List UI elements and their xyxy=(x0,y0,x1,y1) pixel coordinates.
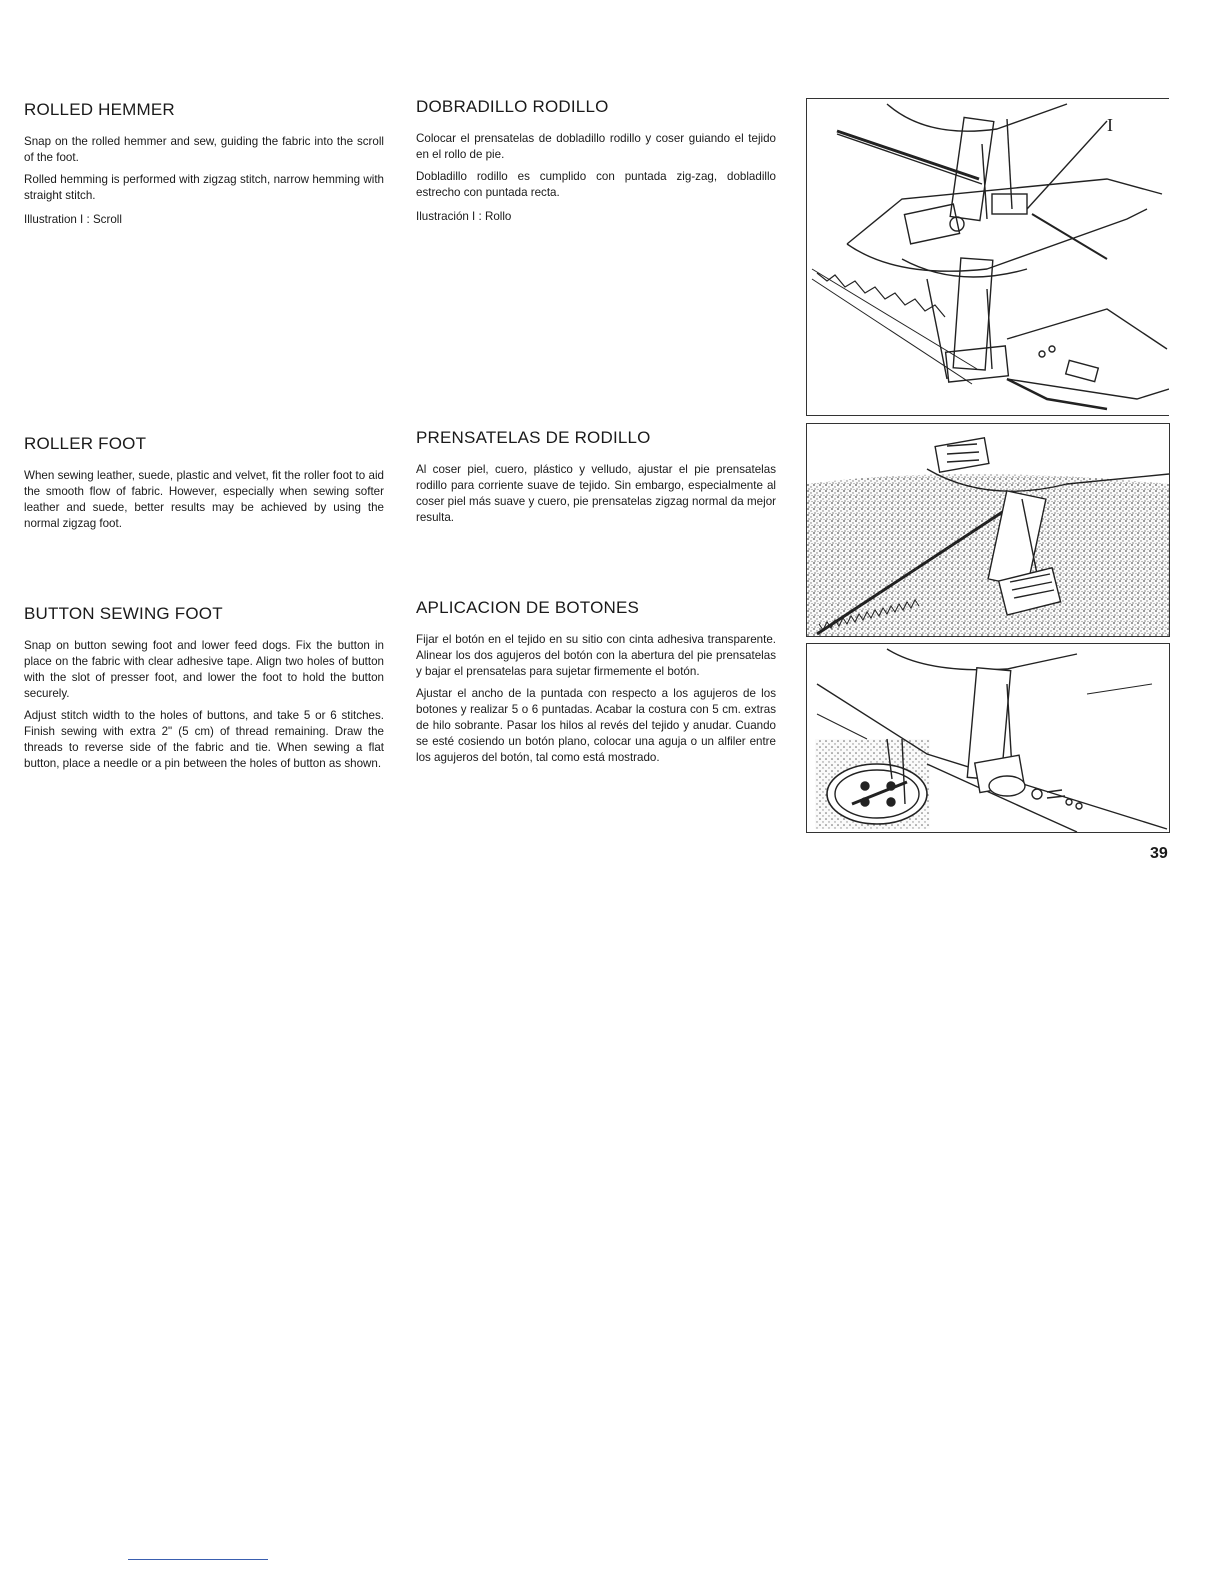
footer-rule xyxy=(128,1559,268,1560)
paragraph: Fijar el botón en el tejido en su sitio con cinta adhesiva transparente. Alinear los dos agujeros del botón con la abertura del pie prensatelas y bajar el prensatelas para sujetar firmemente el botón. xyxy=(416,633,776,678)
button-foot-en xyxy=(24,604,384,778)
paragraph: Colocar el prensatelas de dobladillo rodillo y coser guiando el tejido en el rollo de pie. xyxy=(416,132,776,161)
section-title: APLICACION DE BOTONES xyxy=(416,598,640,617)
section-title: ROLLED HEMMER xyxy=(24,100,175,119)
section-title: PRENSATELAS DE RODILLO xyxy=(416,428,651,447)
section-title: DOBRADILLO RODILLO xyxy=(416,97,609,116)
rolled-hemmer-en xyxy=(24,100,384,234)
roller-foot-illustration xyxy=(806,423,1170,637)
section-title: BUTTON SEWING FOOT xyxy=(24,604,223,623)
paragraph: Dobladillo rodillo es cumplido con puntada zig-zag, dobladillo estrecho con puntada recta. xyxy=(416,170,776,199)
paragraph: Snap on button sewing foot and lower feed dogs. Fix the button in place on the fabric with clear adhesive tape. Align two holes of button with the slot of presser foot, and lower the foot to hold the button securely. xyxy=(24,639,384,700)
section-title: ROLLER FOOT xyxy=(24,434,147,453)
button-sewing-drawing xyxy=(807,644,1169,832)
illustration-caption: Illustration I : Scroll xyxy=(24,213,122,226)
figure-label-i: I xyxy=(1107,115,1113,135)
roller-foot-es xyxy=(416,428,776,532)
rolled-hemmer-es xyxy=(416,97,776,231)
paragraph: Adjust stitch width to the holes of buttons, and take 5 or 6 stitches. Finish sewing with extra 2" (5 cm) of thread remaining. Draw the threads to reverse side of the fabric and tie. When sewing a flat button, place a needle or a pin between the holes of button as shown. xyxy=(24,709,384,770)
paragraph: Al coser piel, cuero, plástico y velludo, ajustar el pie prensatelas rodillo para corriente suave de tejido. Sin embargo, especialmente al coser piel más suave y cuero, pie prensatelas zigzag normal da mejor resulta. xyxy=(416,463,776,524)
page-number: 39 xyxy=(1150,845,1168,862)
button-foot-es xyxy=(416,598,776,772)
paragraph: Rolled hemming is performed with zigzag stitch, narrow hemming with straight stitch. xyxy=(24,173,384,202)
illustration-caption: Ilustración I : Rollo xyxy=(416,210,512,223)
button-sewing-illustration xyxy=(806,643,1170,833)
paragraph: When sewing leather, suede, plastic and velvet, fit the roller foot to aid the smooth flow of fabric. However, especially when sewing softer leather and suede, better results may be achieved by using the normal zigzag foot. xyxy=(24,469,384,530)
roller-foot-drawing xyxy=(807,424,1169,636)
paragraph: Snap on the rolled hemmer and sew, guiding the fabric into the scroll of the foot. xyxy=(24,135,384,164)
rolled-hemmer-illustration xyxy=(806,98,1169,416)
roller-foot-en xyxy=(24,434,384,538)
paragraph: Ajustar el ancho de la puntada con respecto a los agujeros de los botones y realizar 5 o 6 puntadas. Acabar la costura con 5 cm. extras de hilo sobrante. Pasar los hilos al revés del tejido y anudar. Cuando se esté cosiendo un botón plano, colocar una aguja o un alfiler entre los agujeros del botón, tal como está mostrado. xyxy=(416,687,776,764)
sewing-machine-drawing xyxy=(807,99,1169,415)
